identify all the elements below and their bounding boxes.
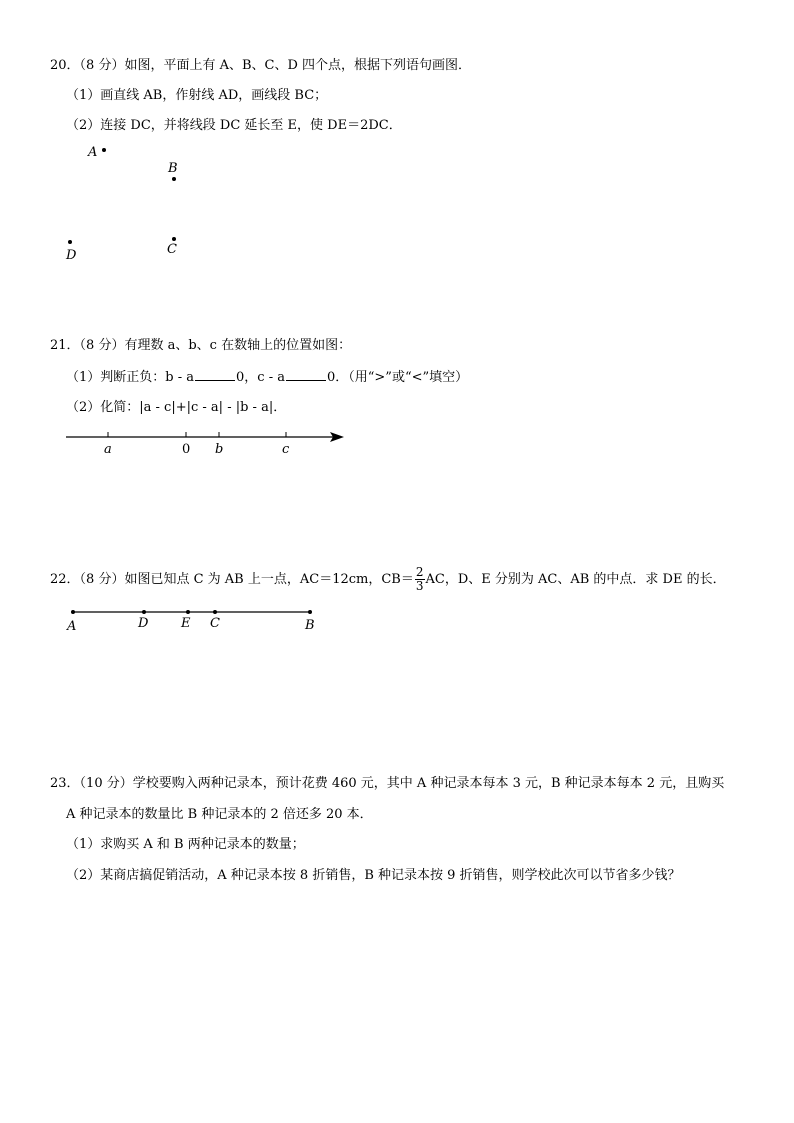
q21-part2: （2）化简：|a - c|+|c - a| - |b - a|． — [66, 400, 287, 415]
q22-stem-a: 22．（8 分）如图已知点 C 为 AB 上一点，AC＝12cm，CB＝ — [50, 572, 414, 587]
q23-part1: （1）求购买 A 和 B 两种记录本的数量； — [66, 837, 305, 852]
q20-label-b: B — [168, 161, 178, 176]
q20-part1: （1）画直线 AB，作射线 AD，画线段 BC； — [66, 88, 328, 103]
q22-point-b — [308, 610, 312, 614]
q22-frac-den: 3 — [415, 579, 424, 593]
q23-part2: （2）某商店搞促销活动，A 种记录本按 8 折销售，B 种记录本按 9 折销售，则学校此次可以节省多少钱？ — [66, 868, 681, 883]
q22-label-b: B — [305, 618, 315, 633]
q22-label-d: D — [138, 616, 149, 631]
q21-label-c: c — [282, 442, 290, 457]
q20-stem: 20．（8 分）如图，平面上有 A、B、C、D 四个点，根据下列语句画图． — [50, 58, 472, 73]
q22-label-c: C — [210, 616, 220, 631]
q23-stem: 23．（10 分）学校要购入两种记录本，预计花费 460 元，其中 A 种记录本每本 3 元，B 种记录本每本 2 元，且购买 — [50, 776, 725, 791]
q20-label-a: A — [88, 145, 98, 160]
q21-stem: 21．（8 分）有理数 a、b、c 在数轴上的位置如图： — [50, 338, 352, 353]
q21-part1-c: 0．（用“>”或“<”填空） — [326, 370, 469, 385]
q20-label-c: C — [167, 242, 177, 257]
q21-label-b: b — [215, 442, 224, 457]
q22-point-c — [213, 610, 217, 614]
q20-label-d: D — [66, 248, 77, 263]
q21-label-a: a — [104, 442, 112, 457]
q22-frac-num: 2 — [415, 565, 424, 579]
q22-point-a — [71, 610, 75, 614]
q22-point-d — [142, 610, 146, 614]
q21-part1-b: 0，c - a — [236, 370, 285, 385]
q21-part1-a: （1）判断正负：b - a — [66, 370, 195, 385]
q21-label-zero: 0 — [182, 442, 191, 457]
q23-stem-2: A 种记录本的数量比 B 种记录本的 2 倍还多 20 本． — [66, 807, 373, 822]
q22-stem-b: AC，D、E 分别为 AC、AB 的中点．求 DE 的长． — [425, 572, 726, 587]
q22-label-e: E — [181, 616, 191, 631]
q22-point-e — [186, 610, 190, 614]
q20-part2: （2）连接 DC，并将线段 DC 延长至 E，使 DE＝2DC． — [66, 118, 402, 133]
q22-label-a: A — [67, 619, 77, 634]
